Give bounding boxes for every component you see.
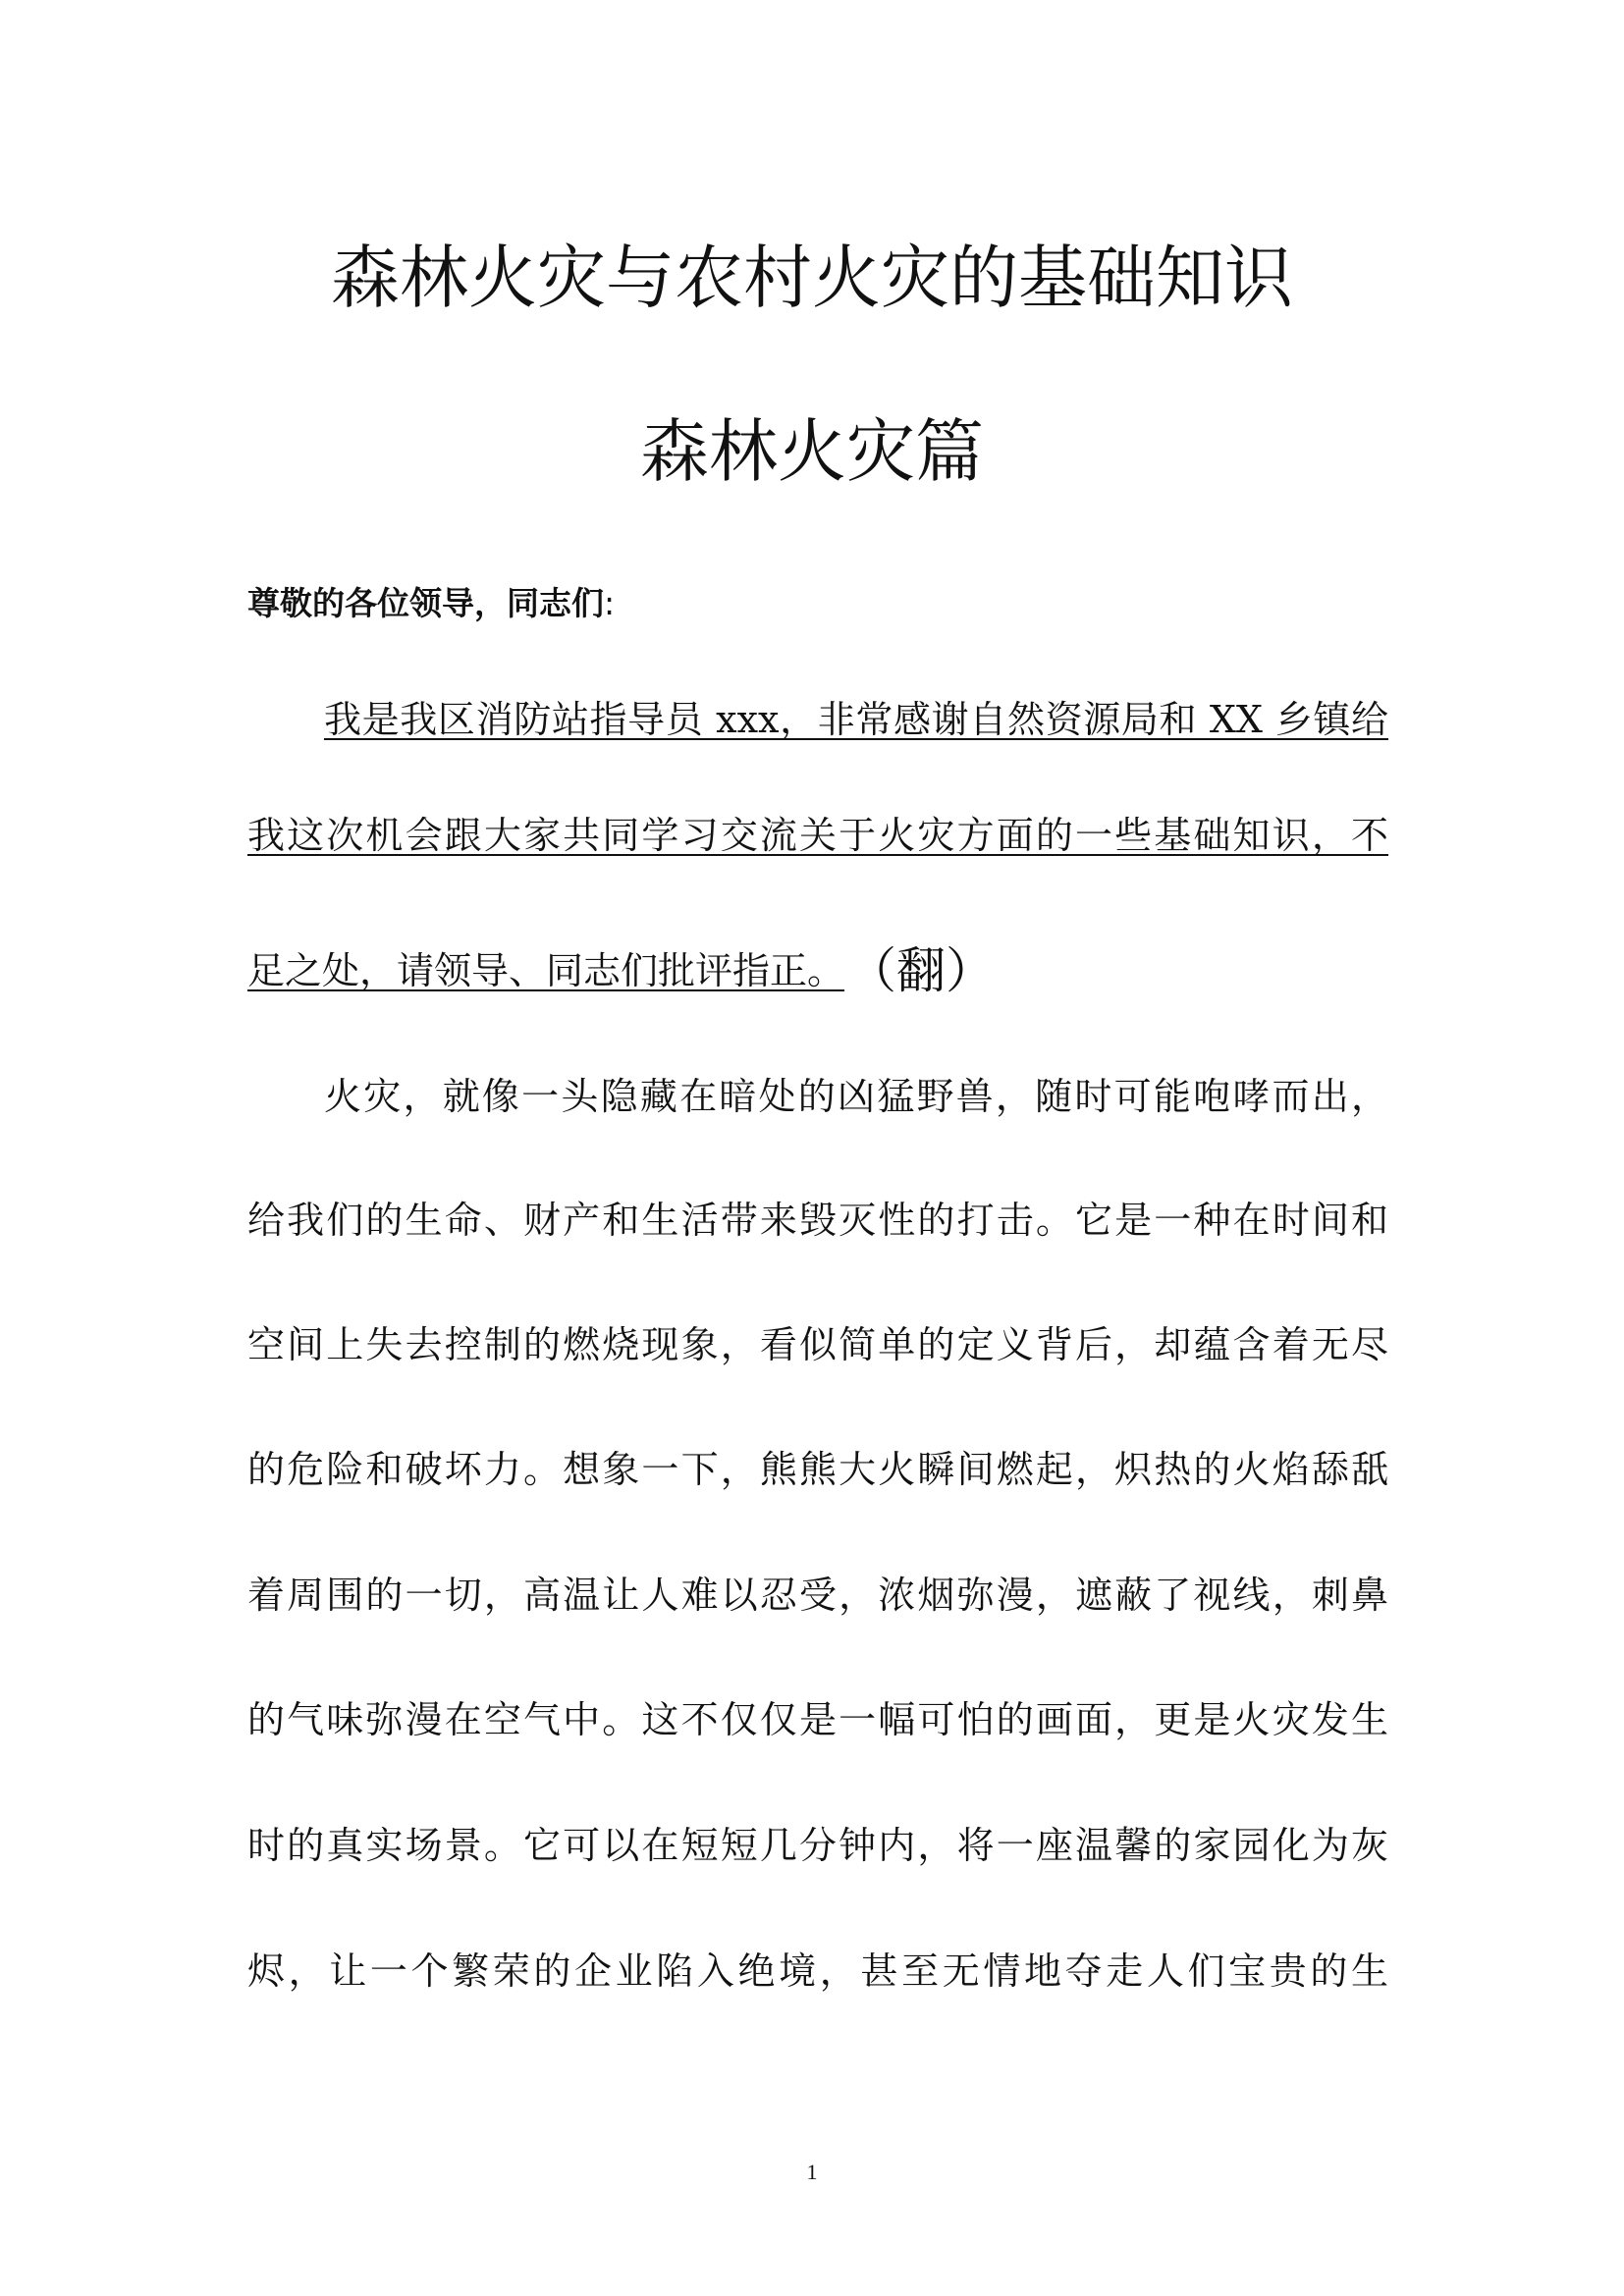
page-number: 1	[806, 2160, 818, 2184]
body-line: 空间上失去控制的燃烧现象，看似简单的定义背后，却蕴含着无尽	[247, 1323, 1388, 1366]
intro-line	[247, 811, 1388, 860]
body-line: 的危险和破坏力。想象一下，熊熊大火瞬间燃起，炽热的火焰舔舐	[247, 1448, 1388, 1491]
body-line: 着周围的一切，高温让人难以忍受，浓烟弥漫，遮蔽了视线，刺鼻	[247, 1574, 1388, 1617]
document-title: 森林火灾与农村火灾的基础知识	[331, 238, 1293, 318]
intro-line-text: 足之处，请领导、同志们批评指正。	[247, 949, 845, 992]
salutation	[247, 582, 615, 625]
intro-line	[324, 695, 1388, 744]
salutation-text: 尊敬的各位领导，同志们	[247, 584, 604, 622]
salutation-colon: :	[604, 584, 616, 622]
body-line: 火灾，就像一头隐藏在暗处的凶猛野兽，随时可能咆哮而出，	[324, 1075, 1388, 1118]
document-subtitle: 森林火灾篇	[640, 411, 984, 492]
body-line: 给我们的生命、财产和生活带来毁灭性的打击。它是一种在时间和	[247, 1199, 1388, 1242]
intro-line-text: 我这次机会跟大家共同学习交流关于火灾方面的一些基础知识，不	[247, 814, 1388, 857]
body-line: 的气味弥漫在空气中。这不仅仅是一幅可怕的画面，更是火灾发生	[247, 1698, 1388, 1741]
body-line: 烬，让一个繁荣的企业陷入绝境，甚至无情地夺走人们宝贵的生	[247, 1949, 1388, 1993]
flip-note: （翻）	[872, 942, 996, 999]
intro-line-text: 我是我区消防站指导员 xxx，非常感谢自然资源局和 XX 乡镇给	[324, 698, 1388, 741]
body-line: 时的真实场景。它可以在短短几分钟内，将一座温馨的家园化为灰	[247, 1824, 1388, 1867]
intro-line	[247, 942, 996, 999]
